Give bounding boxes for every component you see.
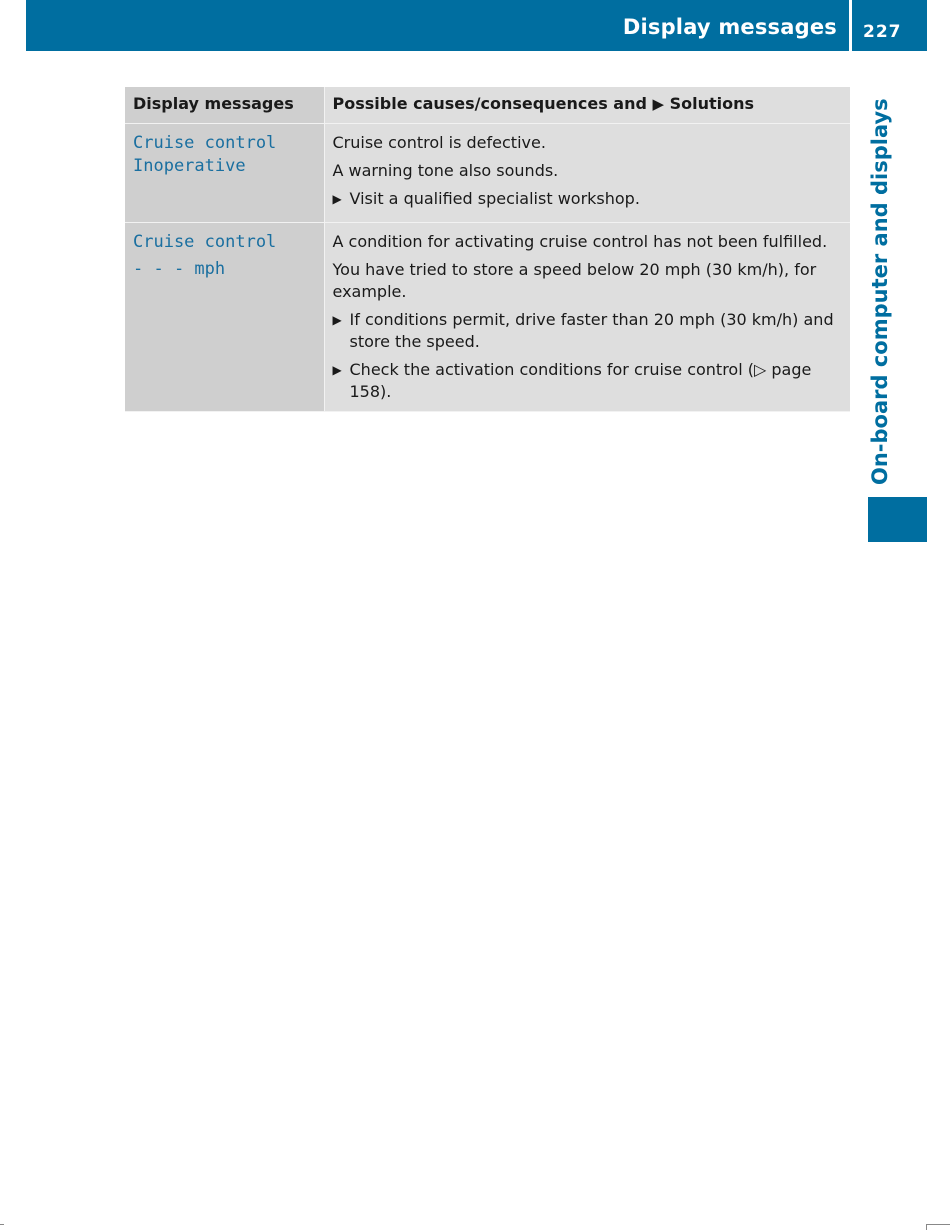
table-row: [125, 124, 850, 223]
solution-text: Visit a qualified specialist workshop.: [349, 189, 640, 208]
cause-text: A warning tone also sounds.: [332, 161, 559, 180]
arrow-right-icon: ▶: [332, 313, 342, 327]
message-code-line2: Inoperative: [133, 156, 246, 176]
page-number-box: [852, 0, 927, 51]
chapter-tab-label: [868, 100, 892, 485]
causes-cell: [324, 223, 850, 412]
section-title: Display messages: [622, 15, 837, 39]
column-header-solutions-text: Solutions: [669, 94, 755, 113]
cause-text: Cruise control is defective.: [332, 133, 546, 152]
solution-text: Check the activation conditions for cruise control (▷ page 158).: [349, 360, 812, 401]
crop-mark: [926, 1224, 950, 1230]
chapter-title: On-board computer and displays: [868, 98, 892, 485]
chapter-tab-marker: [868, 497, 927, 542]
solution-step: [333, 188, 843, 210]
solution-step: [333, 309, 843, 353]
crop-mark: [0, 1224, 4, 1225]
table-row: [125, 223, 850, 412]
display-messages-table: [125, 87, 850, 412]
cause-text: A condition for activating cruise control has not been fulfilled.: [332, 232, 828, 251]
table-header-row: [125, 87, 850, 124]
message-cell: [125, 223, 324, 412]
arrow-right-icon: ▶: [332, 363, 342, 377]
message-code-line1: Cruise control: [133, 232, 277, 252]
solution-step: [333, 359, 843, 403]
arrow-right-icon: ▶: [652, 95, 665, 113]
header-bar: [26, 0, 849, 51]
message-code-line2: - - - mph: [133, 259, 226, 279]
cause-text: You have tried to store a speed below 20 mph (30 km/h), for example.: [332, 260, 817, 301]
page-number: 227: [863, 22, 902, 42]
message-code-line1: Cruise control: [133, 133, 277, 153]
solution-text: If conditions permit, drive faster than 20 mph (30 km/h) and store the speed.: [349, 310, 834, 351]
column-header-causes: [324, 87, 850, 124]
arrow-right-icon: ▶: [332, 192, 342, 206]
causes-cell: [324, 124, 850, 223]
column-header-messages: Display messages: [125, 87, 324, 124]
message-cell: [125, 124, 324, 223]
column-header-causes-text: Possible causes/consequences and: [332, 94, 647, 113]
